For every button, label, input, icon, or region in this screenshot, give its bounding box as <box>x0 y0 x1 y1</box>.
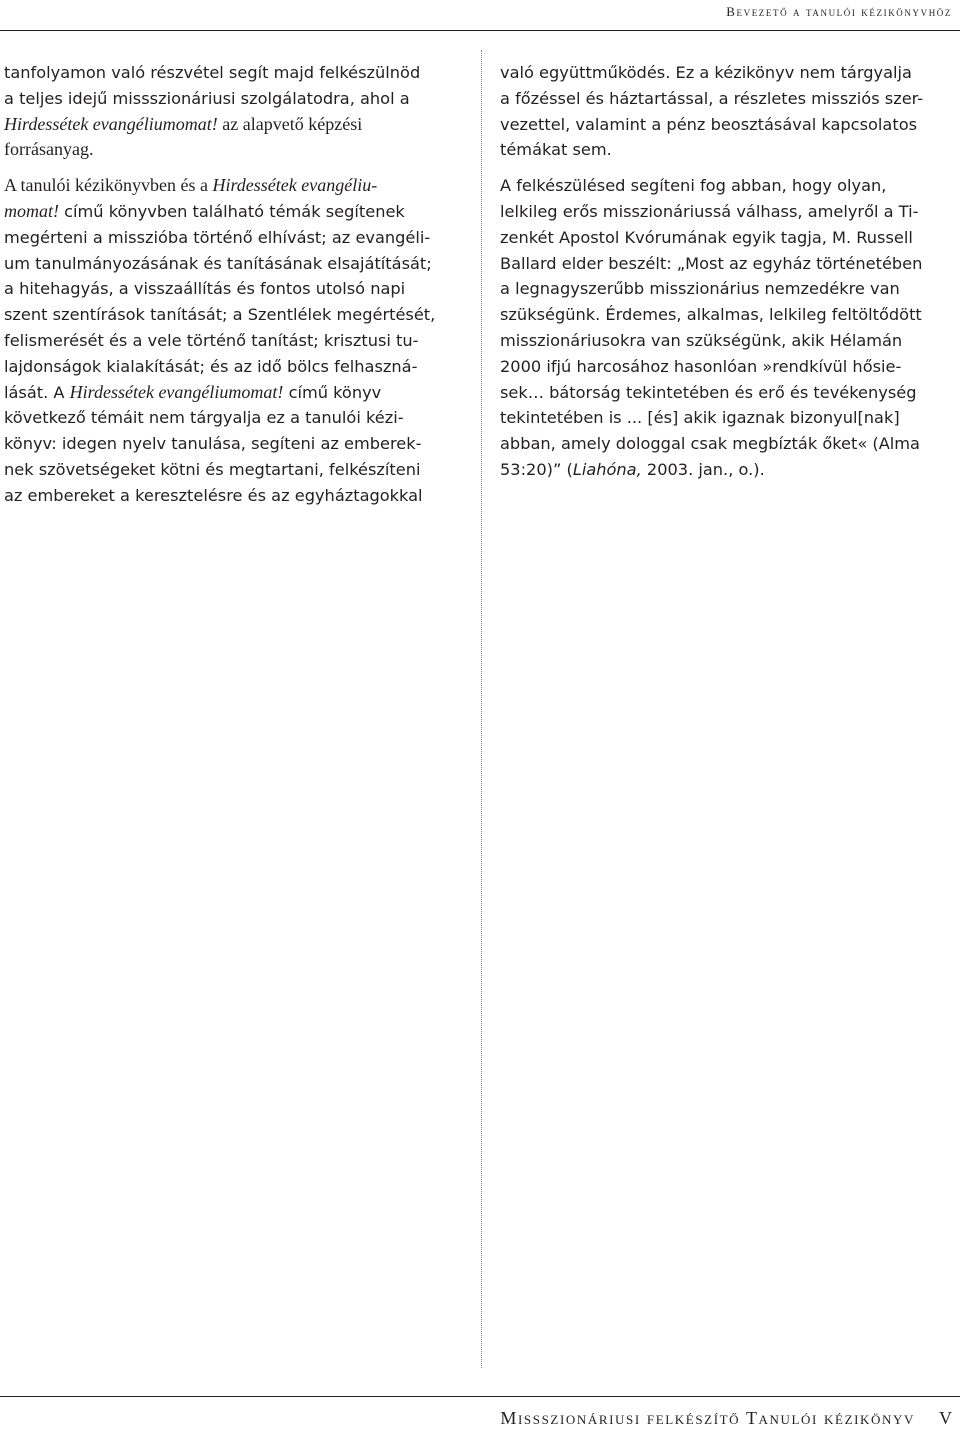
text-line <box>4 112 456 138</box>
text-line: sek… bátorság tekintetében és erő és tevékenység <box>500 382 917 402</box>
text-line: való együttműködés. Ez a kézikönyv nem tárgyalja <box>500 63 912 82</box>
text-fragment: az alapvető képzési <box>217 113 363 134</box>
text-line: felismerését és a vele történő tanítást; krisztusi tu- <box>4 330 419 350</box>
text-fragment: A tanulói kézikönyvben és a <box>4 175 213 196</box>
footer-title: Missszionáriusi felkészítő Tanulói kézikönyv <box>500 1408 915 1428</box>
paragraph-gap <box>4 163 456 173</box>
book-title: Hirdessétek evangéliumomat! <box>69 381 284 402</box>
text-line <box>500 457 956 483</box>
text-line: Ballard elder beszélt: „Most az egyház történetében <box>500 253 923 273</box>
text-line: a teljes idejű missszionáriusi szolgálatodra, ahol a <box>4 88 410 108</box>
text-line: tanfolyamon való részvétel segít majd felkészülnöd <box>4 63 421 82</box>
running-header: Bevezető a tanulói kézikönyvhöz <box>726 4 952 19</box>
text-fragment: című könyv <box>283 382 382 402</box>
text-line: nek szövetségeket kötni és megtartani, felkészíteni <box>4 459 421 479</box>
text-line: szükségünk. Érdemes, alkalmas, lelkileg feltöltődött <box>500 305 922 325</box>
text-line <box>4 199 456 225</box>
text-line: szent szentírások tanítását; a Szentlélek megértését, <box>4 305 436 325</box>
text-fragment: lását. A <box>4 382 70 402</box>
left-column <box>4 60 456 509</box>
text-line: vezettel, valamint a pénz beosztásával kapcsolatos <box>500 114 918 134</box>
text-line: lelkileg erős misszionáriussá válhass, amelyről a Ti- <box>500 201 919 221</box>
header-rule <box>0 30 960 31</box>
text-line: megérteni a misszióba történő elhívást; az evangéli- <box>4 227 431 247</box>
book-title: Hirdessétek evangéliu- <box>212 175 378 196</box>
text-line: a főzéssel és háztartással, a részletes missziós szer- <box>500 88 924 108</box>
text-line: 2000 ifjú harcosához hasonlóan »rendkívül hősie- <box>500 356 902 376</box>
text-line: misszionáriusokra van szükségünk, akik Hélamán <box>500 330 903 350</box>
paragraph <box>500 60 956 163</box>
book-title: momat! <box>4 200 59 221</box>
text-line: forrásanyag. <box>4 139 94 160</box>
text-line: a hitehagyás, a visszaállítás és fontos utolsó napi <box>4 279 406 299</box>
paragraph <box>500 173 956 483</box>
text-line: témákat sem. <box>500 140 612 160</box>
text-line <box>4 380 456 406</box>
paragraph <box>4 60 456 163</box>
book-title: Hirdessétek evangéliumomat! <box>4 113 218 134</box>
right-column <box>500 60 956 483</box>
text-line: zenkét Apostol Kvórumának egyik tagja, M. Russell <box>500 227 913 247</box>
page-number: V <box>939 1408 952 1428</box>
text-line: tekintetében is ... [és] akik igaznak bizonyul[nak] <box>500 408 900 428</box>
column-divider <box>481 50 482 1368</box>
text-fragment: 2003. jan., o.). <box>641 459 765 479</box>
running-footer <box>500 1408 952 1429</box>
text-line: az embereket a keresztelésre és az egyháztagokkal <box>4 485 423 505</box>
text-line: lajdonságok kialakítását; és az idő bölcs felhaszná- <box>4 356 418 376</box>
footer-rule <box>0 1396 960 1397</box>
text-line: abban, amely dologgal csak megbízták őket« (Alma <box>500 434 920 454</box>
text-line <box>4 173 456 199</box>
book-title: Liahóna, <box>572 459 642 479</box>
text-fragment: 53:20)” ( <box>500 459 573 479</box>
text-line: következő témáit nem tárgyalja ez a tanulói kézi- <box>4 408 404 428</box>
text-line: a legnagyszerűbb misszionárius nemzedékre van <box>500 279 900 299</box>
paragraph <box>4 173 456 508</box>
text-fragment: című könyvben található témák segítenek <box>59 201 405 221</box>
paragraph-gap <box>500 163 956 173</box>
text-line: um tanulmányozásának és tanításának elsajátítását; <box>4 253 432 273</box>
text-line: könyv: idegen nyelv tanulása, segíteni az emberek- <box>4 434 422 454</box>
text-line: A felkészülésed segíteni fog abban, hogy olyan, <box>500 176 887 196</box>
